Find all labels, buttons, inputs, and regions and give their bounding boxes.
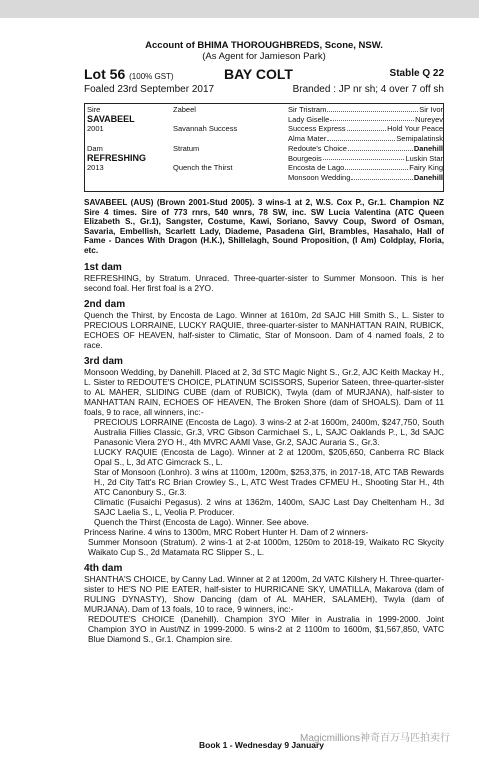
fourth-dam-heading: 4th dam bbox=[84, 562, 123, 574]
lot-sex: BAY COLT bbox=[224, 66, 293, 82]
pedigree-ancestor-row: Alma Mater Semipalatinsk bbox=[288, 134, 443, 144]
catalogue-page bbox=[84, 40, 444, 644]
fourth-dam-section bbox=[84, 563, 444, 644]
top-gray-band bbox=[0, 0, 479, 18]
third-dam-section bbox=[84, 356, 444, 557]
pedigree-parents: Sire SAVABEEL 2001 Dam REFRESHING 2013 bbox=[87, 105, 175, 173]
fourth-dam-intro: SHANTHA'S CHOICE, by Canny Lad. Winner at 2 at 1200m, 2d VATC Kilshery H. Three-quarter-sister to HE'S NO PIE EATER, half-sister to HURRICANE SKY, UMATILLA, Makarova (dam of RULING DYNASTY), Show Dancing (dam of AL MAHER, SALAMEH), Twyla (dam of MURJANA). Dam of 13 foals, 10 to race, 9 winners, inc:- bbox=[84, 573, 444, 614]
second-dam-section bbox=[84, 299, 444, 350]
lot-number: Lot 56 (100% GST) bbox=[84, 66, 174, 82]
pedigree-ancestor-row: Success Express Hold Your Peace bbox=[288, 124, 443, 134]
second-dam-heading: 2nd dam bbox=[84, 298, 126, 310]
pedigree-ancestor-row: Redoute's Choice Danehill bbox=[288, 143, 443, 153]
page-footer: Book 1 - Wednesday 9 January bbox=[199, 740, 325, 750]
pedigree-ancestor-row: Monsoon Wedding Danehill bbox=[288, 172, 443, 182]
pedigree-ancestor-row: Lady Giselle Nureyev bbox=[288, 114, 443, 124]
watermark-text: Magicmillions神奇百万马匹拍卖行 bbox=[300, 733, 451, 744]
progeny-item: Climatic (Fusaichi Pegasus). 2 wins at 1362m, 1400m, SAJC Last Day Cheltenham H., 3d SAJC Laelia S., L, Veolia P. Producer. bbox=[94, 496, 444, 517]
pedigree-ancestor-row: Bourgeois Luskin Star bbox=[288, 153, 443, 163]
third-dam-intro: Monsoon Wedding, by Danehill. Placed at 2, 3d STC Magic Night S., Gr.2, AJC Keith Mackay H., L. Sister to REDOUTE'S CHOICE, PLATINUM SCISSORS, Superior Sateen, three-quarter-sister to AL MAHER, SLIDING CUBE (dam of RUBICK), Twyla (dam of MURJANA), half-sister to MANHATTAN RAIN, ECHOES OF HEAVEN, The Broken Shore (dam of SHOALS). Dam of 11 foals, 9 to race, all winners, inc:- bbox=[84, 366, 444, 417]
progeny-subdam: Princess Narine. 4 wins to 1300m, MRC Robert Hunter H. Dam of 2 winners- bbox=[84, 526, 369, 537]
agent-line: (As Agent for Jamieson Park) bbox=[202, 51, 326, 62]
first-dam-heading: 1st dam bbox=[84, 261, 122, 273]
progeny-item: LUCKY RAQUIE (Encosta de Lago). Winner at 2 at 1200m, $205,650, Canberra RC Black Opal S., L, 3d ATC Gimcrack S., L. bbox=[94, 446, 444, 467]
pedigree-ancestor-row: Encosta de Lago Fairy King bbox=[288, 163, 443, 173]
sire-name: SAVABEEL bbox=[87, 113, 135, 124]
second-dam-text: Quench the Thirst, by Encosta de Lago. Winner at 1610m, 2d SAJC Hill Smith S., L. Sister to PRECIOUS LORRAINE, LUCKY RAQUIE, three-quarter-sister to MANHATTAN RAIN, RUBICK, ECHOES OF HEAVEN, half-sister to Climatic, Star of Monsoon. Dam of 4 named foals, 2 to race. bbox=[84, 309, 444, 350]
pedigree-great-grandparents bbox=[288, 105, 443, 183]
foaled-row bbox=[84, 84, 444, 98]
foaled-date: Foaled 23rd September 2017 bbox=[84, 84, 215, 95]
progeny-item: Star of Monsoon (Lonhro). 3 wins at 1100m, 1200m, $253,375, in 2017-18, ATC TAB Rewards H., 2d City Tatt's RC Brian Crowley S., L, ATC West Trades CFMEU H., Shooting Star H., 4th ATC Canonbury S., Gr.3. bbox=[94, 466, 444, 497]
sire-summary: SAVABEEL (AUS) (Brown 2001-Stud 2005). 3 wins-1 at 2, W.S. Cox P., Gr.1. Champion NZ Sire 4 times. Sire of 773 rnrs, 540 wnrs, 78 SW, inc. SW Lucia Valentina (ATC Queen Elizabeth S., Gr.1), Sangster, Costume, Kawi, Soriano, Savvy Coup, Sword of Osman, Savaria, Embellish, Scarlett Lady, Diademe, Pasadena Girl, Brambles, Hasahalo, Hall of Fame - Dances With Dragon (H.K.), Shillelagh, Sound Proposition, (I Am) Coldplay, Floria, etc. bbox=[84, 198, 444, 255]
dam-name: REFRESHING bbox=[87, 152, 147, 163]
first-dam-section bbox=[84, 262, 444, 293]
pedigree-grandparents: Zabeel Savannah Success Stratum Quench the Thirst bbox=[173, 105, 238, 173]
lot-header bbox=[84, 66, 444, 84]
stable-number: Stable Q 22 bbox=[389, 68, 444, 79]
pedigree-table bbox=[84, 103, 444, 192]
progeny-item: PRECIOUS LORRAINE (Encosta de Lago). 3 wins-2 at 2-at 1600m, 2400m, $247,750, South Australia Fillies Classic, Gr.3, VRC Gibson Carmichael S., L, SAJC Oaklands P., L, 3d SAJC Panasonic Viera 2YO H., 4th MVRC AAMI Vase, Gr.2, SAJC Auraria S., Gr.3. bbox=[94, 416, 444, 447]
progeny-item: Quench the Thirst (Encosta de Lago). Winner. See above. bbox=[94, 516, 309, 527]
third-dam-heading: 3rd dam bbox=[84, 355, 123, 367]
first-dam-text: REFRESHING, by Stratum. Unraced. Three-quarter-sister to Summer Monsoon. This is her second foal. Her first foal is a 2YO. bbox=[84, 272, 444, 293]
pedigree-ancestor-row: Sir Tristram Sir Ivor bbox=[288, 105, 443, 114]
progeny-item: REDOUTE'S CHOICE (Danehill). Champion 3YO Miler in Australia in 1999-2000. Joint Champion 3YO in Aust/NZ in 1999-2000. 5 wins-2 at 2 1100m to 1600m, $1,567,850, VATC Blue Diamond S., Gr.1. Champion sire. bbox=[88, 613, 444, 644]
progeny-item: Summer Monsoon (Stratum). 2 wins-1 at 2-at 1000m, 1250m to 2018-19, Waikato RC Skycity Waikato Cup S., 2d Matamata RC Slipper S., L. bbox=[88, 536, 444, 557]
brand-info: Branded : JP nr sh; 4 over 7 off sh bbox=[292, 84, 444, 95]
vendor-line: Account of BHIMA THOROUGHBREDS, Scone, NSW. bbox=[145, 40, 383, 51]
